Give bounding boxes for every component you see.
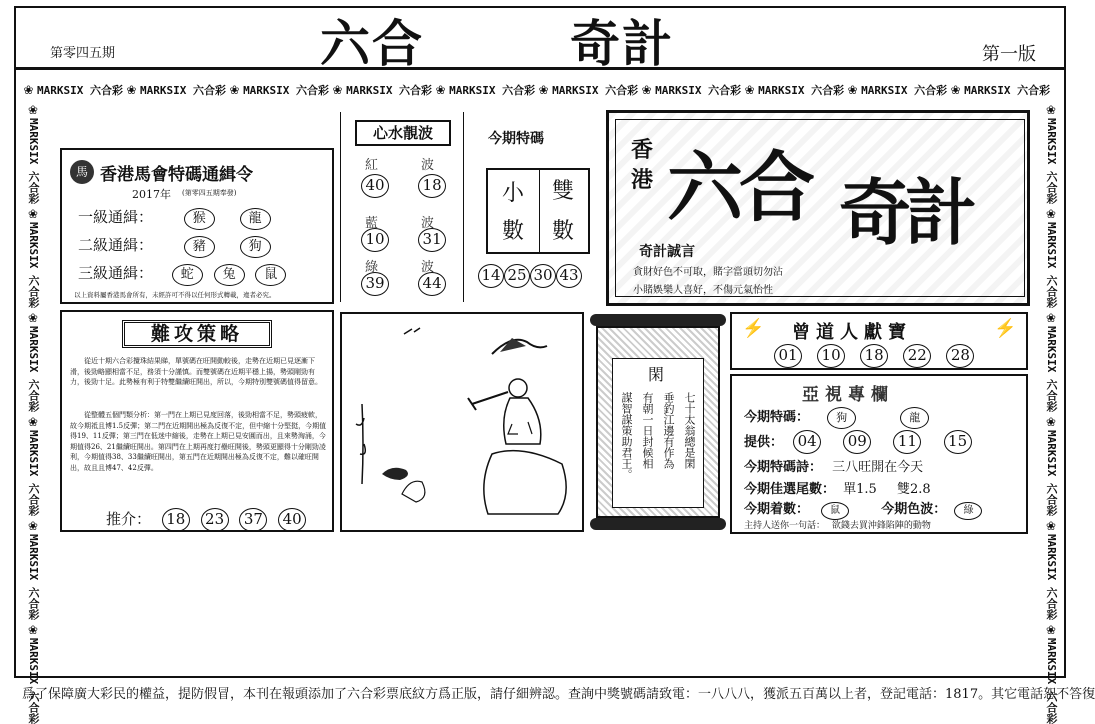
border-repeat-text: MARKSIX 六合彩 — [964, 84, 1051, 97]
flower-icon: ❀ — [1042, 411, 1060, 430]
flower-icon: ❀ — [24, 515, 42, 534]
motto-title: 奇計誠言 — [639, 244, 695, 260]
flower-icon: ❀ — [539, 80, 549, 98]
poem-line: 有朝一日封候相 — [641, 392, 654, 469]
bat-icon: ⚡ — [994, 318, 1017, 339]
number-ball: 18 — [860, 344, 888, 368]
flower-icon: ❀ — [745, 80, 755, 98]
number-ball: 01 — [774, 344, 802, 368]
zodiac-oval: 蛇 — [172, 264, 203, 286]
red-wave-suffix: 波 — [421, 158, 435, 173]
hk-jockey-logo-icon: 馬 — [70, 160, 94, 184]
zodiac-oval: 豬 — [184, 236, 215, 258]
tv-special-label: 今期特碼： — [744, 410, 810, 425]
flower-icon: ❀ — [848, 80, 858, 98]
border-repeat-text: MARKSIX 六合彩 — [552, 84, 639, 97]
border-repeat-text: MARKSIX 六合彩 — [1045, 221, 1058, 308]
wanted-row-label: 一級通緝： — [78, 208, 154, 226]
small-top: 小 — [502, 181, 525, 206]
banner-side-bottom: 港 — [631, 167, 654, 193]
border-repeat-text: MARKSIX 六合彩 — [758, 84, 845, 97]
red-wave-numbers — [361, 174, 446, 198]
number-ball: 40 — [361, 174, 389, 198]
flower-icon: ❀ — [24, 411, 42, 430]
number-ball: 09 — [843, 430, 871, 454]
special-code-grid — [486, 168, 590, 254]
border-repeat-text: MARKSIX 六合彩 — [27, 118, 40, 204]
border-repeat-text: MARKSIX 六合彩 — [1045, 637, 1058, 724]
flower-icon: ❀ — [24, 80, 34, 98]
border-repeat-text: MARKSIX 六合彩 — [1045, 118, 1058, 204]
strategy-para-1: 從近十期六合彩攪珠結果睇，單號碼在旺開動較後，走勢在近期已見逐漸下滑，後勁略顯相當不足，務須十分謹慎。而雙號碼在近期平穩上揚，勢頭剛勁有力，後勁十足。此勢極有利于特雙繼續旺開出，所以，今期特別雙號碼值得留意。 — [70, 357, 322, 386]
strategy-para-2: 從整體五個門類分析：第一門在上期已見度回落，後勁相當不足，勢頭疲軟，故今期祗且博1.5反彈；第二門在近期開出極為反復不定，但中縮十分堅挺，今期值得19、11反彈；第三門在低迷中縮後，走勢在上期已見安圓而出，且來勢洶涌，今期值得26、21繼續旺開出。第四門在上期再度打壘旺開後，勢頭更顯得十分剛勁凌利，今期值得38、33繼續旺開出，第五門在近期開出極為反復不定，難以確旺開出，故且且博47、42反彈。 — [70, 411, 327, 472]
scroll-poem — [616, 392, 700, 502]
tv-poem-row — [744, 456, 923, 475]
green-wave-suffix: 波 — [421, 260, 435, 275]
tv-host-text: 欲錢去買沖鋒陷陣的動物 — [831, 521, 931, 531]
tv-animal-row — [744, 498, 982, 520]
tv-column-panel — [730, 374, 1028, 534]
number-ball: 18 — [418, 174, 446, 198]
tv-host-label: 主持人送你一句話： — [744, 521, 826, 531]
motto-line-2: 小賭娛樂人喜好，不傷元氣怡性 — [633, 285, 773, 296]
illustration-panel — [340, 312, 584, 532]
number-ball: 37 — [239, 508, 267, 532]
wanted-row-1 — [78, 206, 271, 230]
poem-scroll — [590, 312, 726, 534]
tv-animal-label: 今期着數： — [744, 502, 810, 517]
wanted-year: 2017年 — [132, 188, 171, 201]
bat-icon: ⚡ — [742, 318, 765, 339]
flower-icon: ❀ — [642, 80, 652, 98]
border-strip-top — [20, 80, 1060, 100]
flower-icon: ❀ — [24, 307, 42, 326]
border-repeat-text: MARKSIX 六合彩 — [27, 637, 40, 724]
border-repeat-text: MARKSIX 六合彩 — [346, 84, 433, 97]
border-repeat-text: MARKSIX 六合彩 — [1045, 533, 1058, 620]
banner-big-right: 奇計 — [839, 171, 972, 255]
blue-wave-label: 藍 — [365, 216, 379, 231]
border-repeat-text: MARKSIX 六合彩 — [140, 84, 227, 97]
number-ball: 22 — [903, 344, 931, 368]
banner-big-left: 六合 — [667, 143, 811, 232]
border-repeat-text: MARKSIX 六合彩 — [1045, 325, 1058, 412]
flower-icon: ❀ — [24, 619, 42, 638]
border-repeat-text: MARKSIX 六合彩 — [27, 429, 40, 516]
zodiac-oval: 兔 — [214, 264, 245, 286]
zodiac-oval: 鼠 — [255, 264, 286, 286]
flower-icon: ❀ — [951, 80, 961, 98]
tv-tail-row — [744, 478, 931, 497]
title-right: 奇計 — [570, 15, 674, 73]
number-ball: 43 — [556, 264, 582, 288]
number-ball: 14 — [478, 264, 504, 288]
tv-poem-label: 今期特碼詩： — [744, 460, 823, 475]
strategy-panel — [60, 310, 334, 532]
wanted-issue-small: (第零四五期奉發) — [182, 189, 237, 197]
flower-icon: ❀ — [1042, 100, 1060, 118]
blue-wave-suffix: 波 — [421, 216, 435, 231]
zodiac-oval: 狗 — [240, 236, 271, 258]
border-repeat-text: MARKSIX 六合彩 — [27, 221, 40, 308]
flower-icon: ❀ — [1042, 619, 1060, 638]
zodiac-oval: 猴 — [184, 208, 215, 230]
tv-tail-double: 雙2.8 — [896, 482, 931, 497]
tv-provide-row — [744, 430, 972, 454]
wanted-row-label: 三級通緝： — [78, 264, 154, 282]
flower-icon: ❀ — [1042, 307, 1060, 326]
hk-banner-panel — [606, 110, 1030, 306]
wanted-note: 以上資料屬香港馬會所有，未經許可不得以任何形式轉載，違者必究。 — [74, 291, 276, 299]
treasure-title: 曾道人獻寶 — [792, 322, 912, 343]
number-ball: 15 — [944, 430, 972, 454]
double-top: 雙 — [552, 179, 575, 204]
double-bottom: 數 — [552, 219, 575, 244]
wanted-row-label: 二級通緝： — [78, 236, 154, 254]
small-bottom: 數 — [502, 219, 525, 244]
number-ball: 31 — [418, 228, 446, 252]
waves-title: 心水靚波 — [355, 120, 451, 146]
green-wave-label: 綠 — [365, 260, 379, 275]
treasure-panel — [730, 312, 1028, 370]
poem-line: 七十太翁總是閑 — [683, 392, 696, 469]
tv-tail-label: 今期佳選尾數： — [744, 482, 836, 497]
special-code-panel — [470, 112, 604, 302]
tv-tail-single: 單1.5 — [843, 482, 877, 497]
recommend-label: 推介： — [106, 510, 152, 528]
flower-icon: ❀ — [230, 80, 240, 98]
number-ball: 11 — [893, 430, 921, 454]
border-repeat-text: MARKSIX 六合彩 — [861, 84, 948, 97]
border-repeat-text: MARKSIX 六合彩 — [243, 84, 330, 97]
strategy-title: 難攻策略 — [122, 320, 272, 348]
banner-side-top: 香 — [631, 137, 654, 163]
special-code-numbers — [478, 264, 582, 288]
fisherman-illustration — [342, 314, 582, 530]
zodiac-oval: 鼠 — [821, 502, 849, 520]
wanted-title: 香港馬會特碼通緝令 — [100, 165, 253, 185]
number-ball: 30 — [530, 264, 556, 288]
green-wave-numbers — [361, 272, 446, 296]
scroll-rod-bottom — [590, 518, 726, 530]
number-ball: 28 — [946, 344, 974, 368]
border-repeat-text: MARKSIX 六合彩 — [37, 84, 124, 97]
number-ball: 39 — [361, 272, 389, 296]
wanted-row-2 — [78, 234, 271, 258]
issue-number: 第零四五期 — [50, 46, 116, 61]
title-left: 六合 — [320, 15, 424, 73]
tv-poem: 三八旺開在今天 — [832, 460, 924, 475]
border-repeat-text: MARKSIX 六合彩 — [655, 84, 742, 97]
strategy-recommend — [106, 508, 306, 532]
flower-icon: ❀ — [1042, 203, 1060, 222]
flower-icon: ❀ — [127, 80, 137, 98]
color-oval: 綠 — [954, 502, 982, 520]
number-ball: 10 — [817, 344, 845, 368]
footer-notice: 爲了保障廣大彩民的權益，提防假冒，本刊在報頭添加了六合彩票底紋方爲正版，請仔細辨認。查詢中獎號碼請致電：一八八八，獲派五百萬以上者，登記電話：1817。其它電話恕不答復 — [22, 687, 1095, 702]
blue-wave-numbers — [361, 228, 446, 252]
flower-icon: ❀ — [436, 80, 446, 98]
tv-special-row — [744, 406, 929, 429]
number-ball: 10 — [361, 228, 389, 252]
border-strip-right — [1038, 100, 1060, 724]
tv-color-label: 今期色波： — [881, 502, 947, 517]
border-repeat-text: MARKSIX 六合彩 — [27, 325, 40, 412]
flower-icon: ❀ — [24, 100, 42, 118]
number-ball: 25 — [504, 264, 530, 288]
scroll-title: 閑 — [648, 365, 665, 384]
tv-title: 亞視專欄 — [802, 385, 894, 405]
poem-line: 謀智謀策助君王。 — [620, 392, 633, 480]
special-code-title: 今期特碼 — [488, 131, 544, 147]
border-repeat-text: MARKSIX 六合彩 — [27, 533, 40, 620]
number-ball: 04 — [793, 430, 821, 454]
number-ball: 23 — [201, 508, 229, 532]
treasure-numbers — [774, 344, 974, 368]
wanted-row-3 — [78, 262, 286, 286]
zodiac-oval: 龍 — [900, 407, 929, 429]
masthead-title — [310, 4, 780, 73]
number-ball: 44 — [418, 272, 446, 296]
number-ball: 40 — [278, 508, 306, 532]
wanted-panel — [60, 148, 334, 304]
flower-icon: ❀ — [24, 203, 42, 222]
zodiac-oval: 龍 — [240, 208, 271, 230]
border-strip-left — [20, 100, 42, 724]
scroll-rod-top — [590, 314, 726, 326]
tv-provide-label: 提供： — [744, 435, 784, 450]
zodiac-oval: 狗 — [827, 407, 856, 429]
waves-panel — [340, 112, 464, 302]
edition-label: 第一版 — [982, 44, 1036, 65]
tv-host-row — [744, 518, 931, 531]
border-repeat-text: MARKSIX 六合彩 — [449, 84, 536, 97]
poem-line: 垂釣江邊有作為 — [662, 392, 675, 469]
border-repeat-text: MARKSIX 六合彩 — [1045, 429, 1058, 516]
motto-line-1: 貪財好色不可取，賭字當頭切勿沾 — [633, 267, 783, 278]
number-ball: 18 — [162, 508, 190, 532]
flower-icon: ❀ — [1042, 515, 1060, 534]
red-wave-label: 紅 — [365, 158, 379, 173]
flower-icon: ❀ — [333, 80, 343, 98]
